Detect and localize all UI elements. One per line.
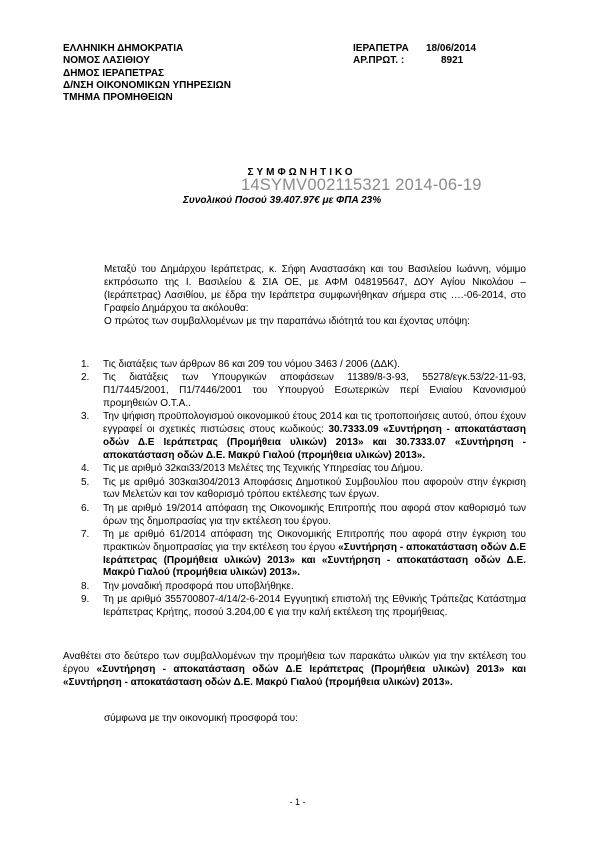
assignment-text: Αναθέτει στο δεύτερο των συμβαλλομένων την προμήθεια των παρακάτω υλικών για την εκτέλεση του έργου	[63, 651, 526, 675]
list-item	[81, 477, 526, 503]
considerations-list	[81, 359, 526, 620]
list-item	[81, 463, 526, 476]
list-item-text	[103, 529, 526, 580]
list-item-number: 7.	[81, 528, 90, 540]
list-item	[81, 594, 526, 620]
list-item	[81, 529, 526, 580]
list-item-text	[103, 477, 526, 503]
list-item-plain-text: Τη με αριθμό 61/2014 απόφαση της Οικονομικής Επιτροπής που αφορά στην έγκριση του πρακτικών δημοπρασίας για την εκτέλεση του έργου	[103, 528, 526, 553]
list-item-plain-text: Την ψήφιση προϋπολογισμού οικονομικού έτους 2014 και τις τροποποιήσεις αυτού, όπου έχουν εγγραφεί οι σχετικές πιστώσεις στους κωδικούς:	[103, 411, 526, 436]
list-item-plain-text: Τις διατάξεις των άρθρων 86 και 209 του νόμου 3463 / 2006 (ΔΔΚ).	[103, 359, 401, 370]
list-item-number: 8.	[81, 580, 90, 592]
list-item-number: 1.	[81, 359, 90, 370]
issuer-line: Δ/ΝΣΗ ΟΙΚΟΝΟΜΙΚΩΝ ΥΠΗΡΕΣΙΩΝ	[63, 79, 231, 91]
list-item-plain-text: Τις διατάξεις των Υπουργικών αποφάσεων 11389/8-3-93, 55278/εγκ.53/22-11-93, Π1/7445/2001, Π1/7446/2001 του Υπουργού Εσωτερικών περί Ενιαίου Κανονισμού προμηθειών Ο.Τ.Α..	[103, 372, 526, 409]
list-item	[81, 372, 526, 410]
list-item-text	[103, 581, 526, 594]
issuer-line: ΝΟΜΟΣ ΛΑΣΙΘΙΟΥ	[63, 55, 150, 67]
list-item-number: 5.	[81, 476, 90, 488]
list-item-number: 9.	[81, 594, 90, 606]
list-item-bold-text: 30.7333.09 «Συντήρηση - αποκατάσταση οδών Δ.Ε Ιεράπετρας (Προμήθεια υλικών) 2013» και 30.7333.07 «Συντήρηση - αποκατάσταση οδών Δ.Ε. Μακρύ Γιαλού (προμήθεια υλικών) 2013».	[103, 424, 527, 461]
document-date: 18/06/2014	[426, 43, 477, 54]
assignment-paragraph	[63, 650, 526, 689]
list-item-plain-text: Την μοναδική προσφορά που υποβλήθηκε.	[103, 580, 294, 592]
intro-paragraph: Ο πρώτος των συμβαλλομένων με την παραπάνω ιδιότητά του και έχοντας υπόψη:	[104, 316, 470, 327]
intro-paragraph: Μεταξύ του Δημάρχου Ιεράπετρας, κ. Σήφη Αναστασάκη και του Βασιλείου Ιωάννη, νόμιμο εκπρόσωπο της Ι. Βασιλείου & ΣΙΑ ΟΕ, με ΑΦΜ 048195647, ΔΟΥ Αγίου Νικολάου –(Ιεράπετρας) Λασιθίου, με έδρα την Ιεράπετρα συμφωνήθηκαν σήμερα στις ….-06-2014, στο Γραφείο Δημάρχου τα ακόλουθα:	[104, 264, 526, 314]
list-item-text	[103, 359, 526, 372]
list-item-text	[103, 594, 526, 620]
list-item-plain-text: Τη με αριθμό 355700807-4/14/2-6-2014 Εγγυητική επιστολή της Εθνικής Τράπεζας Κατάστημα Ιεράπετρας Κρήτης, ποσού 3.204,00 € για την καλή εκτέλεση της προμήθειας.	[103, 594, 526, 618]
page-number: - 1 -	[289, 797, 306, 807]
list-item-text	[103, 463, 526, 476]
issuer-line: ΔΗΜΟΣ ΙΕΡΑΠΕΤΡΑΣ	[63, 67, 165, 79]
issuer-block	[63, 43, 231, 104]
list-item	[81, 503, 526, 529]
list-item-bold-text: «Συντήρηση - αποκατάσταση οδών Δ.Ε Ιεράπετρας (Προμήθεια υλικών) 2013» και «Συντήρηση - αποκατάσταση οδών Δ.Ε. Μακρύ Γιαλού (προμήθεια υλικών) 2013».	[103, 541, 526, 579]
issuer-line: ΕΛΛΗΝΙΚΗ ΔΗΜΟΚΡΑΤΙΑ	[63, 43, 184, 54]
list-item-number: 6.	[81, 502, 90, 514]
protocol-label: ΑΡ.ΠΡΩΤ. :	[353, 55, 405, 67]
list-item	[81, 359, 526, 372]
list-item-number: 2.	[81, 372, 90, 384]
protocol-number: 8921	[441, 55, 464, 67]
list-item-number: 4.	[81, 463, 90, 475]
ada-stamp: 14SYMV002115321 2014-06-19	[241, 176, 482, 194]
issuer-line: ΤΜΗΜΑ ΠΡΟΜΗΘΕΙΩΝ	[63, 92, 173, 104]
list-item-plain-text: Τη με αριθμό 19/2014 απόφαση της Οικονομικής Επιτροπής που αφορά στον καθορισμό των όρων της δημοπρασίας για την εκτέλεση του έργου.	[103, 502, 526, 527]
list-item-plain-text: Τις με αριθμό 32και33/2013 Μελέτες της Τεχνικής Υπηρεσίας του Δήμου.	[103, 463, 423, 475]
reference-block	[353, 43, 476, 68]
list-item-number: 3.	[81, 411, 90, 423]
list-item	[81, 411, 526, 462]
document-subtitle: Συνολικού Ποσού 39.407.97€ με ΦΠΑ 23%	[183, 195, 382, 206]
list-item-text	[103, 503, 526, 529]
list-item-text	[103, 411, 526, 462]
closing-line: σύμφωνα με την οικονομική προσφορά του:	[104, 713, 298, 724]
list-item	[81, 581, 526, 594]
list-item-text	[103, 372, 526, 410]
list-item-plain-text: Τις με αριθμό 303και304/2013 Αποφάσεις Δημοτικού Συμβουλίου που αφορούν στην έγκριση των Μελετών και τον καθορισμό τρόπου εκτέλεσης των έργων.	[103, 476, 526, 501]
document-title: ΣΥΜΦΩΝΗΤΙΚΟ	[247, 167, 356, 178]
place-label: ΙΕΡΑΠΕΤΡΑ	[353, 43, 409, 54]
intro-section	[104, 263, 526, 328]
assignment-project: «Συντήρηση - αποκατάσταση οδών Δ.Ε Ιεράπετρας (Προμήθεια υλικών) 2013» και «Συντήρηση - αποκατάσταση οδών Δ.Ε. Μακρύ Γιαλού (προμήθεια υλικών) 2013».	[63, 664, 526, 688]
